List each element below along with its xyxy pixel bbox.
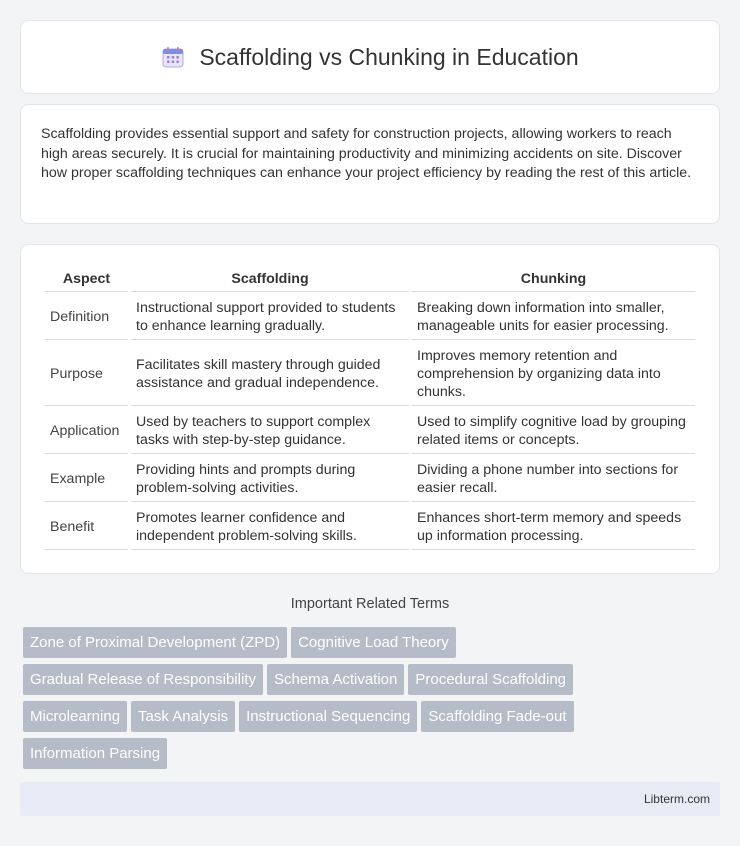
footer-site-link[interactable]: Libterm.com <box>643 792 710 806</box>
table-row <box>45 294 695 340</box>
intro-text: Scaffolding provides essential support and safety for construction projects, allowing workers to reach high areas securely. It is crucial for maintaining productivity and minimizing accidents on site. Discover how proper scaffolding techniques can enhance your project efficiency by reading the rest of this article. <box>41 126 692 181</box>
table-cell: Enhances short-term memory and speeds up information processing. <box>412 504 695 550</box>
table-cell-aspect: Definition <box>45 294 128 340</box>
table-cell: Breaking down information into smaller, manageable units for easier processing. <box>412 294 695 340</box>
related-terms-list <box>23 627 723 775</box>
table-header-row <box>45 267 695 292</box>
table-cell: Used to simplify cognitive load by grouping related items or concepts. <box>412 408 695 454</box>
related-term-tag[interactable]: Task Analysis <box>131 701 235 732</box>
table-cell: Instructional support provided to students to enhance learning gradually. <box>131 294 409 340</box>
comparison-table <box>42 265 698 552</box>
related-terms-heading: Important Related Terms <box>290 596 450 612</box>
related-term-tag[interactable]: Information Parsing <box>23 738 167 769</box>
column-header-scaffolding: Scaffolding <box>131 267 409 292</box>
calendar-icon <box>161 45 185 69</box>
footer <box>20 782 720 816</box>
table-cell-aspect: Application <box>45 408 128 454</box>
table-cell-aspect: Purpose <box>45 342 128 406</box>
related-term-tag[interactable]: Cognitive Load Theory <box>291 627 456 658</box>
table-cell: Improves memory retention and comprehension by organizing data into chunks. <box>412 342 695 406</box>
table-cell-aspect: Example <box>45 456 128 502</box>
table-cell: Promotes learner confidence and independent problem-solving skills. <box>131 504 409 550</box>
table-cell: Dividing a phone number into sections for easier recall. <box>412 456 695 502</box>
table-row <box>45 408 695 454</box>
related-term-tag[interactable]: Scaffolding Fade-out <box>421 701 573 732</box>
table-cell: Providing hints and prompts during problem-solving activities. <box>131 456 409 502</box>
related-term-tag[interactable]: Instructional Sequencing <box>239 701 417 732</box>
intro-card <box>20 104 720 224</box>
table-row <box>45 504 695 550</box>
table-cell-aspect: Benefit <box>45 504 128 550</box>
related-term-tag[interactable]: Schema Activation <box>267 664 404 695</box>
table-row <box>45 456 695 502</box>
column-header-aspect: Aspect <box>45 267 128 292</box>
related-term-tag[interactable]: Gradual Release of Responsibility <box>23 664 263 695</box>
comparison-table-card <box>20 244 720 574</box>
related-term-tag[interactable]: Microlearning <box>23 701 127 732</box>
page-title: Scaffolding vs Chunking in Education <box>199 43 579 70</box>
column-header-chunking: Chunking <box>412 267 695 292</box>
header-card <box>20 20 720 94</box>
table-row <box>45 342 695 406</box>
table-cell: Used by teachers to support complex tasks with step-by-step guidance. <box>131 408 409 454</box>
table-cell: Facilitates skill mastery through guided assistance and gradual independence. <box>131 342 409 406</box>
related-term-tag[interactable]: Procedural Scaffolding <box>408 664 573 695</box>
related-term-tag[interactable]: Zone of Proximal Development (ZPD) <box>23 627 287 658</box>
